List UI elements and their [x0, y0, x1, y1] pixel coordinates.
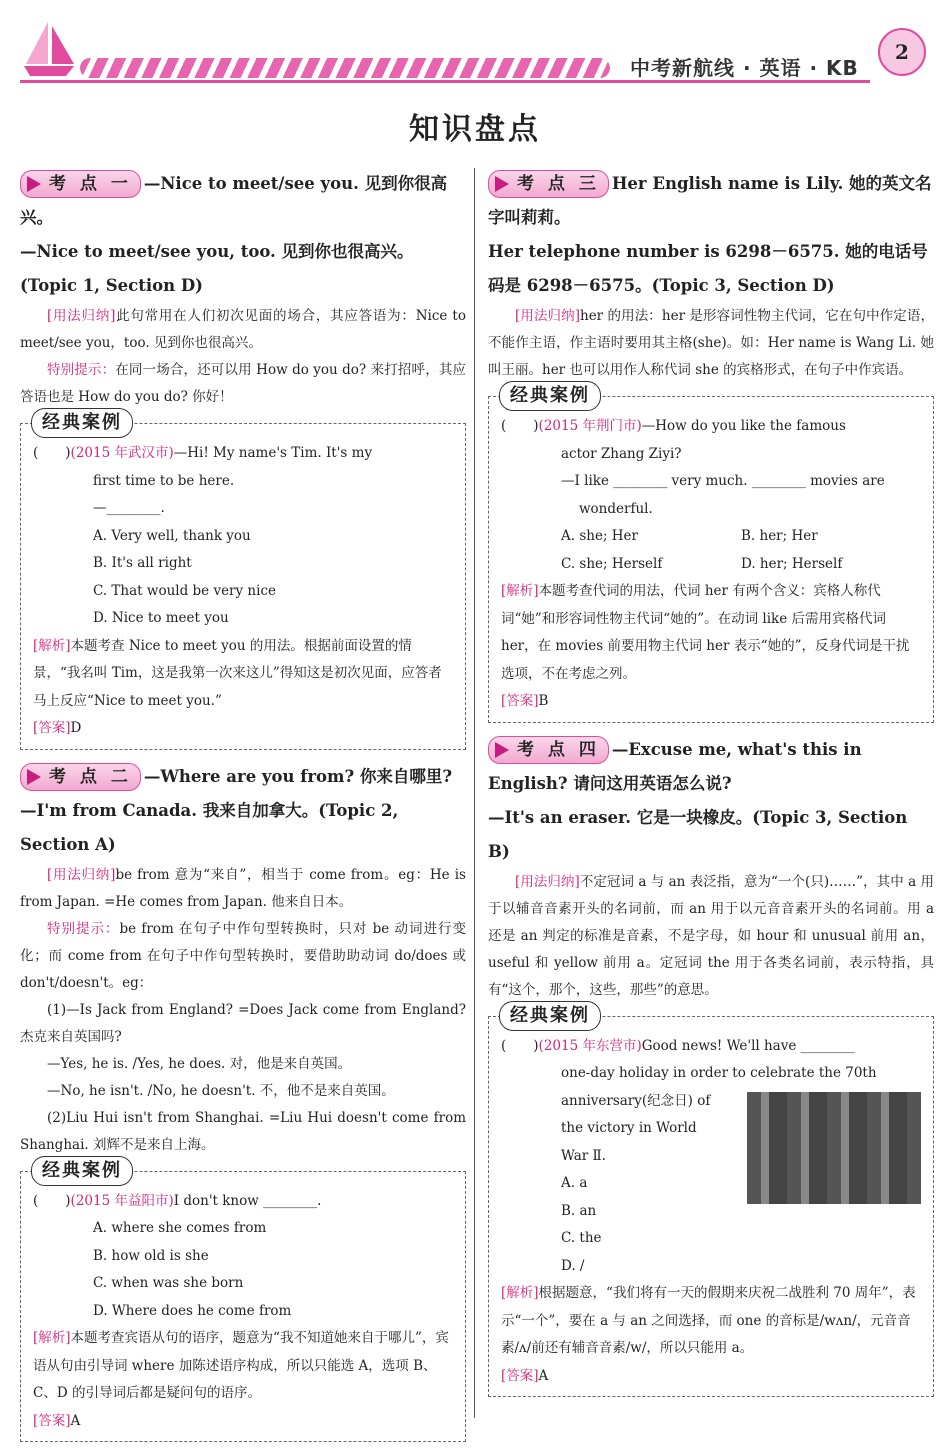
case-question: actor Zhang Ziyi? — [561, 445, 682, 462]
option-b: B. an — [561, 1202, 597, 1219]
analysis-text: 本题考查宾语从句的语序，题意为“我不知道她来自于哪儿”，宾语从句由引导词 where 加陈述语序构成，所以只能选 A，选项 B、C、D 的引导词后都是疑问句的语序。 — [33, 1330, 449, 1401]
k3-line1: Her English name is Lily. 她的英文名字叫莉莉。 — [488, 174, 932, 227]
case-title: 经典案例 — [499, 381, 601, 411]
series-title: 中考新航线 · 英语 · KB — [630, 56, 859, 80]
k2-example: (1)—Is Jack from England? =Does Jack come from England? 杰克来自英国吗? — [20, 1001, 466, 1045]
case-source: (2015 年武汉市) — [70, 445, 174, 461]
left-column — [20, 165, 466, 1452]
k2-tag: 考 点 二 — [20, 763, 141, 791]
case-source: (2015 年荆门市) — [538, 418, 642, 434]
answer-value: B — [538, 693, 549, 709]
k4-body — [488, 869, 934, 1004]
k2-heading — [20, 760, 466, 862]
k4-line2: —It's an eraser. 它是一块橡皮。(Topic 3, Section B) — [488, 807, 908, 861]
case-question: —How do you like the famous — [641, 418, 846, 434]
case-question: —I like ________ very much. ________ movies are — [561, 473, 885, 489]
case-source: (2015 年益阳市) — [70, 1192, 174, 1209]
case-question: the victory in World — [561, 1120, 697, 1136]
case-question: wonderful. — [579, 500, 653, 517]
k2-usage-label: [用法归纳] — [47, 866, 116, 883]
option-d: D. / — [561, 1257, 585, 1274]
k1-body — [20, 303, 466, 411]
k4-case — [488, 1004, 934, 1398]
option-b: B. her; Her — [741, 528, 818, 544]
answer-label: [答案] — [33, 1412, 71, 1429]
analysis-label: [解析] — [33, 1330, 71, 1346]
answer-blank[interactable]: ( ) — [33, 445, 71, 461]
k1-tip-label: 特别提示： — [47, 362, 116, 378]
k4-line1: —Excuse me, what's this in English? 请问这用英语怎么说? — [488, 739, 862, 793]
analysis-text: 根据题意，“我们将有一天的假期来庆祝二战胜利 70 周年”，表示“一个”，要在 a 与 an 之间选择，而 one 的音标是/wʌn/，元音音素/ʌ/前还有辅音音素/w/，所以只能用 a。 — [501, 1285, 916, 1356]
k1-usage-label: [用法归纳] — [47, 308, 116, 324]
k3-tag: 考 点 三 — [488, 170, 609, 198]
column-divider — [474, 168, 475, 1418]
analysis-label: [解析] — [501, 1285, 539, 1301]
k2-tip-label: 特别提示： — [47, 920, 120, 937]
answer-blank[interactable]: ( ) — [33, 1192, 71, 1209]
header-stripe — [80, 58, 610, 78]
k1-line2: —Nice to meet/see you, too. 见到你也很高兴。(Topic 1, Section D) — [20, 242, 414, 295]
k1-tag: 考 点 一 — [20, 170, 141, 198]
k2-line1: —Where are you from? 你来自哪里? — [143, 766, 453, 786]
option-c: C. the — [561, 1230, 602, 1246]
page-header — [0, 0, 950, 100]
k1-case — [20, 412, 466, 750]
case-question: I don't know ________. — [173, 1192, 322, 1209]
k4-usage: 不定冠词 a 与 an 表泛指，意为“一个(只)……”，其中 a 用于以辅音音素开头的名词前，而 an 用于以元音音素开头的名词前。用 a 还是 an 判定的标准是音素，不是字母，如 hour 和 unusual 前用 an，useful 和 yellow 前用 a。定冠词 the 用于各类名词前，表示特指，具有“这个，那个，这些，那些”的意思。 — [488, 873, 934, 998]
case-question: —Hi! My name's Tim. It's my — [173, 445, 373, 461]
k2-usage: be from 意为“来自”，相当于 come from。eg：He is from Japan. =He comes from Japan. 他来自日本。 — [20, 866, 466, 910]
k1-tip: 在同一场合，还可以用 How do you do? 来打招呼，其应答语也是 How do you do? 你好！ — [20, 362, 467, 405]
case-question: first time to be here. — [93, 472, 235, 489]
k2-line2: —I'm from Canada. 我来自加拿大。(Topic 2, Section A) — [20, 800, 399, 854]
sailboat-logo-icon — [14, 14, 84, 84]
answer-value: A — [538, 1367, 549, 1384]
k4-usage-label: [用法归纳] — [515, 873, 580, 890]
option-a: A. a — [561, 1175, 588, 1191]
k1-line1: —Nice to meet/see you. 见到你很高兴。 — [20, 174, 448, 227]
case-title: 经典案例 — [499, 1001, 601, 1031]
k2-example: —Yes, he is. /Yes, he does. 对，他是来自英国。 — [47, 1055, 352, 1072]
answer-label: [答案] — [33, 720, 71, 736]
case-question: —________. — [93, 500, 165, 516]
answer-label: [答案] — [501, 693, 539, 709]
option-d: D. Nice to meet you — [93, 610, 229, 626]
k3-line2: Her telephone number is 6298－6575. 她的电话号码是 6298－6575。(Topic 3, Section D) — [488, 242, 928, 295]
k3-body — [488, 303, 934, 384]
k3-usage-label: [用法归纳] — [515, 308, 580, 324]
k2-body — [20, 862, 466, 1159]
k2-example: (2)Liu Hui isn't from Shanghai. =Liu Hui doesn't come from Shanghai. 刘辉不是来自上海。 — [20, 1109, 466, 1153]
option-c: C. when was she born — [93, 1275, 244, 1291]
analysis-label: [解析] — [501, 583, 539, 599]
case-source: (2015 年东营市) — [538, 1037, 642, 1054]
page-title: 知识盘点 — [409, 112, 541, 147]
option-b: B. how old is she — [93, 1247, 209, 1264]
answer-value: D — [70, 720, 82, 736]
k2-example: —No, he isn't. /No, he doesn't. 不，他不是来自英国。 — [47, 1082, 395, 1099]
option-b: B. It's all right — [93, 555, 192, 571]
k1-heading — [20, 167, 466, 303]
option-a: A. she; Her — [561, 528, 638, 544]
option-a: A. where she comes from — [93, 1220, 267, 1236]
case-title: 经典案例 — [31, 1156, 133, 1186]
option-c: C. That would be very nice — [93, 582, 276, 599]
answer-blank[interactable]: ( ) — [501, 418, 539, 434]
case-question: War Ⅱ. — [561, 1147, 606, 1164]
option-d: D. her; Herself — [741, 555, 843, 572]
analysis-label: [解析] — [33, 637, 71, 654]
k3-heading — [488, 167, 934, 303]
case-question: Good news! We'll have ________ — [641, 1037, 855, 1054]
k1-usage: 此句常用在人们初次见面的场合，其应答语为：Nice to meet/see you，too. 见到你也很高兴。 — [20, 308, 466, 351]
option-c: C. she; Herself — [561, 555, 663, 572]
right-column — [488, 165, 934, 1407]
k2-case — [20, 1159, 466, 1443]
case-question: anniversary(纪念日) of — [561, 1092, 711, 1109]
k4-tag: 考 点 四 — [488, 736, 609, 764]
case-title: 经典案例 — [31, 408, 133, 438]
k3-case — [488, 385, 934, 723]
option-d: D. Where does he come from — [93, 1302, 292, 1319]
answer-label: [答案] — [501, 1367, 539, 1384]
k2-tip: be from 在句子中作句型转换时，只对 be 动词进行变化；而 come from 在句子中作句型转换时，要借助助动词 do/does 或 don't/doesn't。eg： — [20, 920, 467, 991]
answer-blank[interactable]: ( ) — [501, 1037, 539, 1054]
page-number: 2 — [878, 28, 926, 76]
case-question: one-day holiday in order to celebrate the 70th — [561, 1065, 877, 1081]
k4-heading — [488, 733, 934, 869]
k3-usage: her 的用法：her 是形容词性物主代词，它在句中作定语，不能作主语，作主语时要用其主格(she)。如：Her name is Wang Li. 她叫王丽。her 也可以用作人称代词 she 的宾格形式，在句子中作宾语。 — [488, 308, 934, 378]
analysis-text: 本题考查代词的用法，代词 her 有两个含义：宾格人称代词“她”和形容词性物主代词“她的”。在动词 like 后需用宾格代词 her，在 movies 前要用物主代词 her 表示“她的”，反身代词是干扰选项，不在考虑之列。 — [501, 583, 910, 682]
answer-value: A — [70, 1412, 81, 1429]
option-a: A. Very well, thank you — [93, 527, 251, 544]
soldiers-parade-photo — [747, 1092, 921, 1204]
analysis-text: 本题考查 Nice to meet you 的用法。根据前面设置的情景，“我名叫 Tim，这是我第一次来这儿”得知这是初次见面，应答者马上反应“Nice to meet you.” — [33, 637, 442, 709]
